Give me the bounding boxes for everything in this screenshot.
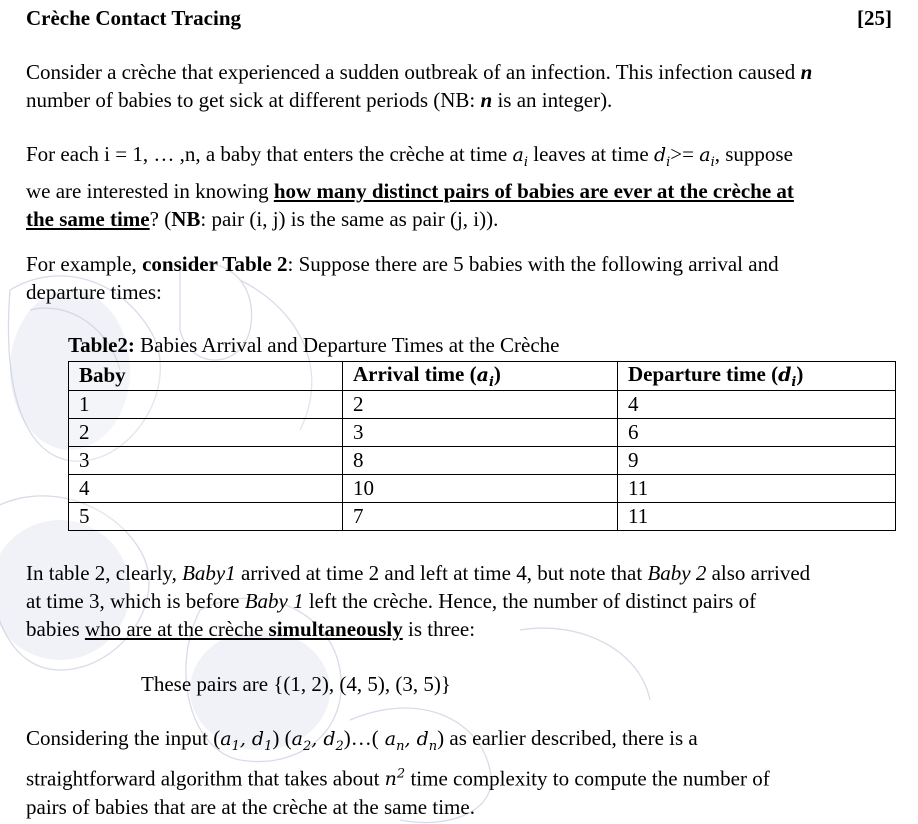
table-row: 5 7 11 bbox=[69, 502, 896, 530]
arrival-departure-table bbox=[68, 361, 896, 531]
intro-paragraph: Consider a crèche that experienced a sudden outbreak of an infection. This infection caused n number of babies to get sick at different periods (NB: n is an integer). bbox=[26, 60, 813, 112]
header-baby: Baby bbox=[69, 362, 343, 391]
header-departure: Departure time $(d_i)$ bbox=[618, 362, 896, 391]
table-row: 4 10 11 bbox=[69, 474, 896, 502]
table-header-row bbox=[69, 362, 896, 391]
header-arrival: Arrival time $(a_i)$ bbox=[343, 362, 618, 391]
emphasis-question: how many distinct pairs of babies are ever at the crèche at bbox=[273, 178, 794, 203]
problem-paragraph: For each i = 1, … ,n, a baby that enters the crèche at time $a_i$ leaves at time $d_i>= a_i$, suppose we are interested in knowing how many distinct pairs of babies are ever at the crèche at the same time? (NB: pair (i, j) is the same as pair (j, i)). bbox=[26, 142, 794, 231]
closing-paragraph: Considering the input ($a_1$, $d_1$) ($a_2$, $d_2)\dots$( $a_n$, $d_n$) as earlier described, there is a straightforward algorithm that takes about $n^2$ time complexity to compute the number of pairs of babies that are at the crèche at the same time. bbox=[26, 726, 770, 820]
marks-label: [25] bbox=[857, 6, 892, 30]
pairs-result: These pairs are {(1, 2), (4, 5), (3, 5)} bbox=[141, 672, 451, 696]
table-row: 2 3 6 bbox=[69, 418, 896, 446]
explanation-paragraph: In table 2, clearly, Baby1 arrived at time 2 and left at time 4, but note that Baby 2 also arrived at time 3, which is before Baby 1 left the crèche. Hence, the number of distinct pairs of babies who are at the crèche simultaneously is three: bbox=[26, 561, 811, 641]
header-row bbox=[26, 6, 892, 31]
example-paragraph: For example, consider Table 2: Suppose there are 5 babies with the following arrival and departure times: bbox=[26, 252, 779, 304]
table-row: 3 8 9 bbox=[69, 446, 896, 474]
table-caption: Table2: Babies Arrival and Departure Times at the Crèche bbox=[68, 333, 560, 357]
page-title: Crèche Contact Tracing bbox=[26, 6, 242, 30]
table-row: 1 2 4 bbox=[69, 390, 896, 418]
